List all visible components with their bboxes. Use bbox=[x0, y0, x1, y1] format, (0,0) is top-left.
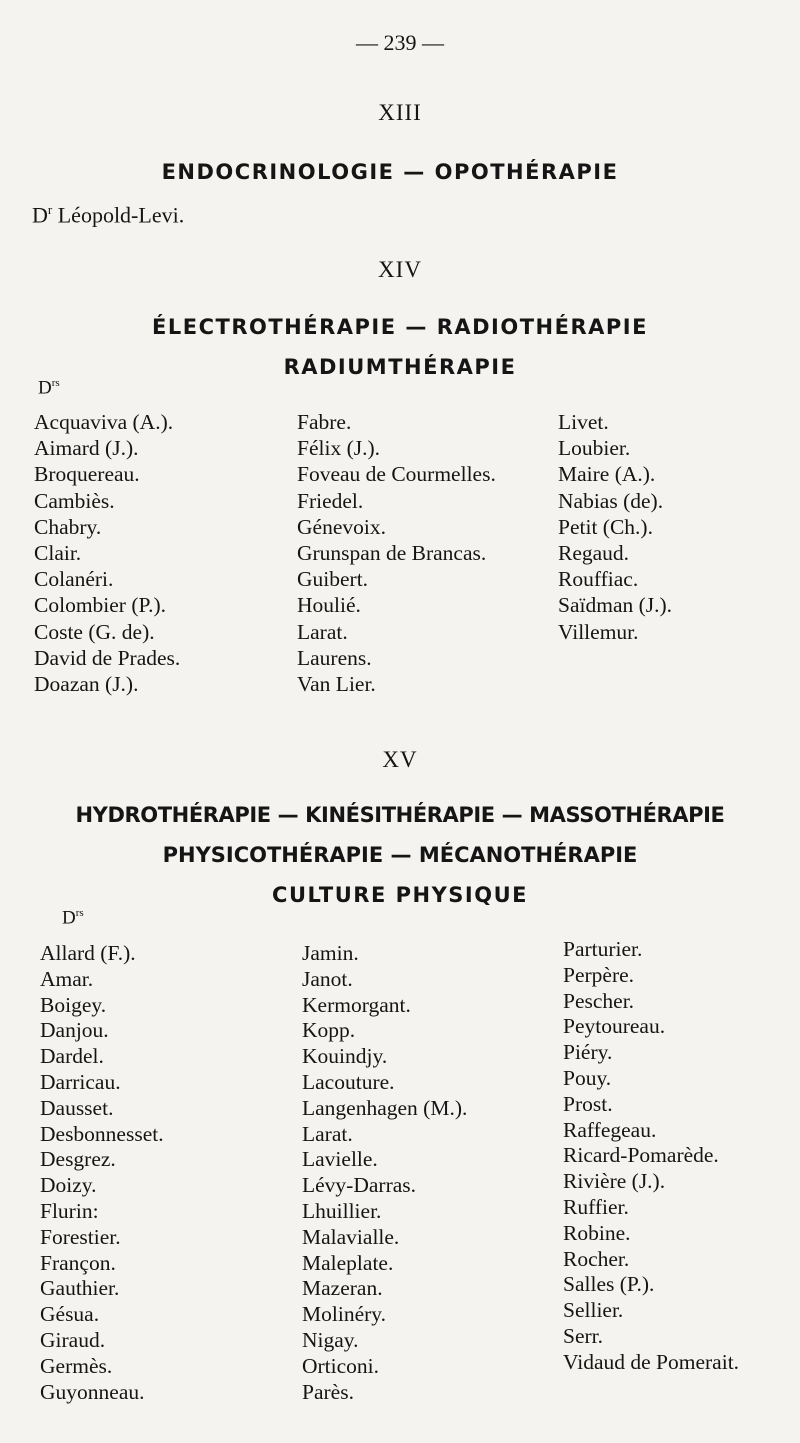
doctor-name: Larat. bbox=[302, 1121, 353, 1146]
doctor-name: Germès. bbox=[40, 1353, 113, 1378]
doctor-name: Perpère. bbox=[563, 962, 635, 987]
doctor-name: Serr. bbox=[563, 1323, 604, 1348]
doctor-name: Colombier (P.). bbox=[34, 593, 166, 618]
doctor-name: Kermorgant. bbox=[302, 992, 411, 1017]
doctor-name: Darricau. bbox=[40, 1069, 121, 1094]
doctor-name: Janot. bbox=[302, 966, 353, 991]
doctor-name: Boigey. bbox=[40, 992, 107, 1017]
section-xiv-title-line1: ÉLECTROTHÉRAPIE — RADIOTHÉRAPIE bbox=[152, 315, 648, 339]
section-xiv-drs-label bbox=[38, 377, 60, 399]
section-xiv-title-line2: RADIUMTHÉRAPIE bbox=[283, 355, 517, 379]
section-xv-title-line2: PHYSICOTHÉRAPIE — MÉCANOTHÉRAPIE bbox=[162, 843, 638, 867]
doctor-name: Rivière (J.). bbox=[563, 1169, 666, 1194]
doctor-name: Lavielle. bbox=[302, 1147, 378, 1172]
doctor-name: Houlié. bbox=[297, 593, 361, 618]
section-xv-column-1 bbox=[40, 941, 164, 1405]
doctor-name: Villemur. bbox=[558, 619, 639, 644]
doctor-name: Nabias (de). bbox=[558, 488, 664, 513]
doctor-name: Nigay. bbox=[302, 1327, 359, 1352]
doctor-name: Forestier. bbox=[40, 1224, 121, 1249]
section-xiv-column-3 bbox=[558, 409, 672, 645]
section-xv-title-line3: CULTURE PHYSIQUE bbox=[272, 883, 528, 907]
drs-sup: rs bbox=[75, 907, 84, 919]
doctor-name: Desbonnesset. bbox=[40, 1121, 164, 1146]
doctor-name: Pouy. bbox=[563, 1065, 612, 1090]
doctor-name: Piéry. bbox=[563, 1040, 613, 1065]
doctor-name: Guyonneau. bbox=[40, 1379, 145, 1404]
doctor-name: Raffegeau. bbox=[563, 1117, 657, 1142]
section-numeral-xiii: XIII bbox=[378, 100, 422, 125]
doctor-name: Langenhagen (M.). bbox=[302, 1095, 468, 1120]
page-number: — 239 — bbox=[356, 30, 444, 55]
drs-prefix: D bbox=[62, 907, 76, 929]
doctor-name: Broquereau. bbox=[34, 462, 140, 487]
doctor-name: Petit (Ch.). bbox=[558, 514, 653, 539]
doctor-name: Molinéry. bbox=[302, 1302, 386, 1327]
doctor-name: Jamin. bbox=[302, 941, 359, 965]
author-prefix-sup: r bbox=[47, 202, 53, 217]
doctor-name: Allard (F.). bbox=[40, 941, 136, 965]
doctor-name: Larat. bbox=[297, 619, 348, 644]
doctor-name: Rouffiac. bbox=[558, 567, 639, 592]
doctor-name: Génevoix. bbox=[297, 514, 386, 539]
doctor-name: Vidaud de Pomerait. bbox=[563, 1349, 740, 1374]
doctor-name: Mazeran. bbox=[302, 1276, 383, 1301]
section-xiv-column-2 bbox=[297, 409, 496, 697]
doctor-name: Parès. bbox=[302, 1379, 354, 1404]
doctor-name: Coste (G. de). bbox=[34, 619, 155, 644]
doctor-name: Aimard (J.). bbox=[34, 436, 139, 461]
author-name: Léopold-Levi. bbox=[52, 202, 185, 228]
doctor-name: Friedel. bbox=[297, 488, 364, 513]
doctor-name: Guibert. bbox=[297, 567, 369, 592]
doctor-name: Robine. bbox=[563, 1220, 631, 1245]
doctor-name: Ruffier. bbox=[563, 1194, 629, 1219]
section-xiii-author bbox=[32, 202, 184, 228]
doctor-name: Malavialle. bbox=[302, 1224, 400, 1249]
section-numeral-xv: XV bbox=[382, 747, 418, 772]
doctor-name: Saïdman (J.). bbox=[558, 593, 673, 618]
doctor-name: Pescher. bbox=[563, 988, 635, 1013]
doctor-name: David de Prades. bbox=[34, 645, 181, 670]
doctor-name: Van Lier. bbox=[297, 671, 376, 696]
doctor-name: Maire (A.). bbox=[558, 462, 656, 487]
doctor-name: Françon. bbox=[40, 1250, 116, 1275]
doctor-name: Maleplate. bbox=[302, 1250, 394, 1275]
doctor-name: Peytoureau. bbox=[563, 1014, 666, 1039]
doctor-name: Kouindjy. bbox=[302, 1044, 388, 1069]
doctor-name: Cambiès. bbox=[34, 488, 115, 513]
doctor-name: Chabry. bbox=[34, 514, 102, 539]
doctor-name: Clair. bbox=[34, 540, 82, 565]
doctor-name: Rocher. bbox=[563, 1246, 630, 1271]
doctor-name: Amar. bbox=[40, 966, 94, 991]
doctor-name: Doazan (J.). bbox=[34, 671, 139, 696]
doctor-name: Flurin: bbox=[40, 1198, 99, 1223]
doctor-name: Sellier. bbox=[563, 1298, 624, 1323]
section-numeral-xiv: XIV bbox=[378, 257, 422, 282]
doctor-name: Ricard-Pomarède. bbox=[563, 1143, 719, 1168]
section-xv-drs-label bbox=[62, 907, 84, 929]
section-xv-title-line1: HYDROTHÉRAPIE — KINÉSITHÉRAPIE — MASSOTHÉRAPIE bbox=[75, 803, 725, 827]
author-prefix: D bbox=[32, 202, 48, 228]
doctor-name: Giraud. bbox=[40, 1327, 106, 1352]
doctor-name: Lévy-Darras. bbox=[302, 1173, 417, 1198]
doctor-name: Lhuillier. bbox=[302, 1198, 382, 1223]
doctor-name: Salles (P.). bbox=[563, 1272, 655, 1297]
doctor-name: Kopp. bbox=[302, 1018, 356, 1043]
section-xv-column-2 bbox=[302, 941, 467, 1405]
section-xiii-title: ENDOCRINOLOGIE — OPOTHÉRAPIE bbox=[161, 160, 619, 184]
doctor-name: Dardel. bbox=[40, 1044, 104, 1069]
doctor-name: Loubier. bbox=[558, 436, 631, 461]
drs-sup: rs bbox=[51, 377, 60, 389]
doctor-name: Doizy. bbox=[40, 1173, 97, 1198]
section-xiv-column-1 bbox=[34, 409, 180, 697]
doctor-name: Orticoni. bbox=[302, 1353, 380, 1378]
doctor-name: Colanéri. bbox=[34, 567, 114, 592]
doctor-name: Gauthier. bbox=[40, 1276, 120, 1301]
doctor-name: Regaud. bbox=[558, 540, 630, 565]
doctor-name: Acquaviva (A.). bbox=[34, 410, 174, 434]
doctor-name: Dausset. bbox=[40, 1095, 114, 1120]
drs-prefix: D bbox=[38, 377, 52, 399]
doctor-name: Lacouture. bbox=[302, 1069, 395, 1094]
doctor-name: Desgrez. bbox=[40, 1147, 116, 1172]
doctor-name: Félix (J.). bbox=[297, 436, 381, 461]
doctor-name: Foveau de Courmelles. bbox=[297, 462, 496, 487]
doctor-name: Livet. bbox=[558, 410, 609, 434]
doctor-name: Danjou. bbox=[40, 1018, 109, 1043]
doctor-name: Gésua. bbox=[40, 1302, 100, 1327]
doctor-name: Fabre. bbox=[297, 410, 352, 434]
doctor-name: Laurens. bbox=[297, 645, 372, 670]
doctor-name: Parturier. bbox=[563, 937, 643, 961]
doctor-name: Prost. bbox=[563, 1091, 613, 1116]
section-xv-column-3 bbox=[563, 937, 739, 1376]
doctor-name: Grunspan de Brancas. bbox=[297, 540, 487, 565]
